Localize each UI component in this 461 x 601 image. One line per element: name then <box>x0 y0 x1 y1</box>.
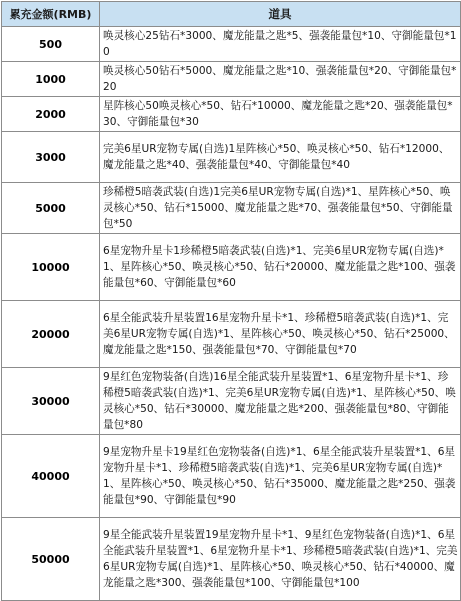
items-cell: 唤灵核心25钻石*3000、魔龙能量之匙*5、强袭能量包*10、守御能量包*10 <box>100 27 461 62</box>
amount-cell: 20000 <box>2 301 100 368</box>
items-cell: 9星全能武装升星装置19星宠物升星卡*1、9星红色宠物装备(自选)*1、6星全能武装升星装置*1、6星宠物升星卡*1、珍稀橙5暗袭武装(自选)*1、完美6星UR宠物专属(自选)*1、星阵核心*50、唤灵核心*50、钻石*40000、魔龙能量之匙*300、强袭能量包*100、守御能量包*100 <box>100 518 461 601</box>
table-row <box>2 301 461 368</box>
amount-cell: 50000 <box>2 518 100 601</box>
header-items: 道具 <box>100 2 461 27</box>
table-row <box>2 132 461 183</box>
items-cell: 6星全能武装升星装置16星宠物升星卡*1、珍稀橙5暗袭武装(自选)*1、完美6星UR宠物专属(自选)*1、星阵核心*50、唤灵核心*50、钻石*25000、魔龙能量之匙*150、强袭能量包*70、守御能量包*70 <box>100 301 461 368</box>
items-cell: 9星红色宠物装备(自选)16星全能武装升星装置*1、6星宠物升星卡*1、珍稀橙5暗袭武装(自选)*1、完美6星UR宠物专属(自选)*1、星阵核心*50、唤灵核心*50、钻石*30000、魔龙能量之匙*200、强袭能量包*80、守御能量包*80 <box>100 368 461 435</box>
recharge-reward-table <box>1 1 461 601</box>
amount-cell: 2000 <box>2 97 100 132</box>
amount-cell: 40000 <box>2 435 100 518</box>
table-row <box>2 97 461 132</box>
amount-cell: 10000 <box>2 234 100 301</box>
header-amount: 累充金额(RMB) <box>2 2 100 27</box>
amount-cell: 500 <box>2 27 100 62</box>
table-row <box>2 518 461 601</box>
amount-cell: 3000 <box>2 132 100 183</box>
items-cell: 完美6星UR宠物专属(自选)1星阵核心*50、唤灵核心*50、钻石*12000、魔龙能量之匙*40、强袭能量包*40、守御能量包*40 <box>100 132 461 183</box>
header-row <box>2 2 461 27</box>
table-row <box>2 435 461 518</box>
table-row <box>2 368 461 435</box>
table-row <box>2 183 461 234</box>
items-cell: 珍稀橙5暗袭武装(自选)1完美6星UR宠物专属(自选)*1、星阵核心*50、唤灵核心*50、钻石*15000、魔龙能量之匙*70、强袭能量包*50、守御能量包*50 <box>100 183 461 234</box>
table-header <box>2 2 461 27</box>
table-row <box>2 234 461 301</box>
table-row <box>2 62 461 97</box>
table-body <box>2 27 461 601</box>
items-cell: 6星宠物升星卡1珍稀橙5暗袭武装(自选)*1、完美6星UR宠物专属(自选)*1、星阵核心*50、唤灵核心*50、钻石*20000、魔龙能量之匙*100、强袭能量包*60、守御能量包*60 <box>100 234 461 301</box>
amount-cell: 30000 <box>2 368 100 435</box>
items-cell: 唤灵核心50钻石*5000、魔龙能量之匙*10、强袭能量包*20、守御能量包*20 <box>100 62 461 97</box>
amount-cell: 1000 <box>2 62 100 97</box>
items-cell: 星阵核心50唤灵核心*50、钻石*10000、魔龙能量之匙*20、强袭能量包*30、守御能量包*30 <box>100 97 461 132</box>
items-cell: 9星宠物升星卡19星红色宠物装备(自选)*1、6星全能武装升星装置*1、6星宠物升星卡*1、珍稀橙5暗袭武装(自选)*1、完美6星UR宠物专属(自选)*1、星阵核心*50、唤灵核心*50、钻石*35000、魔龙能量之匙*250、强袭能量包*90、守御能量包*90 <box>100 435 461 518</box>
table-row <box>2 27 461 62</box>
amount-cell: 5000 <box>2 183 100 234</box>
